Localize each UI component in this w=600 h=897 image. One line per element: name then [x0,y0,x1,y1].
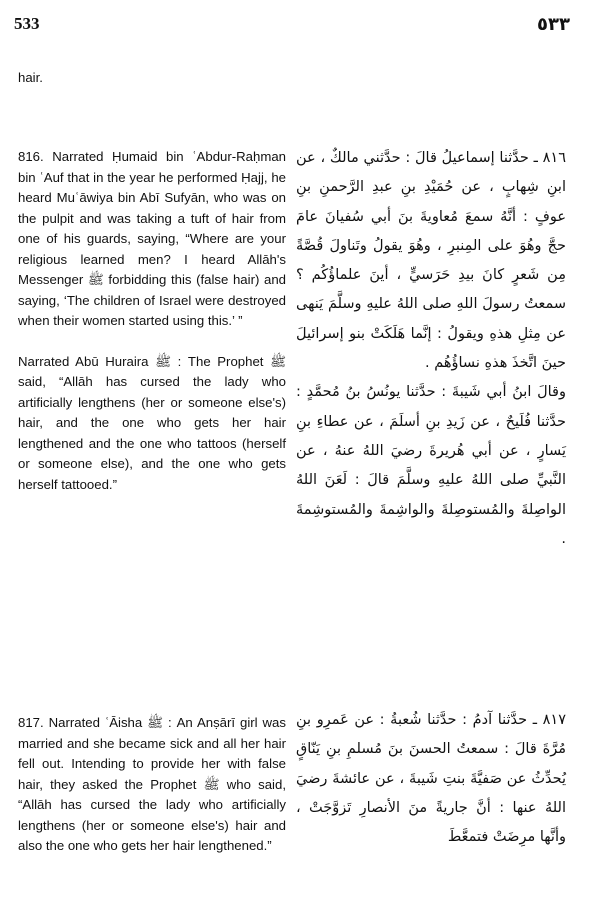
page-number-left: 533 [14,14,40,33]
hadith-817-english [18,713,286,857]
hadith-816-english [18,147,286,495]
hadith-816-arabic-text: ٨١٦ ـ حدَّثنا إسماعيلُ قالَ : حدَّثني مالكٌ ، عن ابنِ شِهابٍ ، عن حُمَيْدِ بنِ عبدِ الرَّحمنِ بنِ عوفٍ : أنَّهُ سمعَ مُعاويةَ بنَ أبي سُفيانَ عامَ حجَّ وهُوَ على المِنبرِ ، وهُوَ يقولُ وتَناولَ قُصَّةً مِن شَعرٍ كانَ بيدِ حَرَسيٍّ ، أينَ علماؤُكُم ؟ سمعتُ رسولَ اللهِ صلى اللهُ عليهِ وسلَّمَ يَنهى عن مِثلِ هذهِ ويقولُ : إنَّما هَلَكَتْ بنو إسرائيلَ حينَ اتَّخذَ هذهِ نساؤُهُم . [296,150,566,372]
hadith-816-arabic-second-text: وقالَ ابنُ أبي شَيبةَ : حدَّثنا يونُسُ بنُ مُحمَّدٍ : حدَّثنا فُلَيحٌ ، عن زَيدِ بنِ أسلَمَ ، عن عطاءِ بنِ يَسارٍ ، عن أبي هُريرةَ رضيَ اللهُ عنهُ ، عن النَّبيِّ صلى اللهُ عليهِ وسلَّمَ قالَ : لَعَنَ اللهُ الواصِلةَ والمُستوصِلةَ والواشِمةَ والمُستوشِمةَ . [296,384,566,547]
hadith-817-text: 817. Narrated ʿĀisha ﷺ : An Anṣārī girl was married and she became sick and all her hair fell out. Intending to provide her with false hair, they asked the Prophet ﷺ who said, “Allāh has cursed the lady who artificially lengthens (her or someone else's) hair and also the one who gets her hair lengthened.” [18,715,286,853]
page-number-right: ٥٣٣ [537,14,570,35]
hadith-816-text: 816. Narrated Ḥumaid bin ʿAbdur-Raḥman bin ʿAuf that in the year he performed Ḥajj, he heard Muʿāwiya bin Abī Sufyān, who was on the pulpit and was taking a tuft of hair from one of his guards, saying, “Where are your religious learned men? I heard Allāh's Messenger ﷺ forbidding this (false hair) and saying, ‘The children of Israel were destroyed when their women started using this.’ ” [18,149,286,328]
hadith-817-arabic [296,706,566,852]
carryover-text: hair. [18,70,43,85]
hadith-816-second-text: Narrated Abū Huraira ﷺ : The Prophet ﷺ said, “Allāh has cursed the lady who artificially lengthens (her or someone else's) hair, and the one who gets her hair lengthened and the one who tattoos (herself or someone else), and the one who gets herself tattooed.” [18,353,286,492]
hadith-817-arabic-text: ٨١٧ ـ حدَّثنا آدمُ : حدَّثنا شُعبةُ : عن عَمرِو بنِ مُرَّةَ قالَ : سمعتُ الحسنَ بنَ مُسلمِ بنِ يَنّاقٍ يُحدِّثُ عن صَفيَّةَ بنتِ شَيبةَ ، عن عائشةَ رضيَ اللهُ عنها : أنَّ جاريةً منَ الأنصارِ تَزوَّجَتْ ، وأنَّها مرِضَتْ فتمعَّطَ [296,712,566,846]
hadith-816-arabic [296,144,566,554]
